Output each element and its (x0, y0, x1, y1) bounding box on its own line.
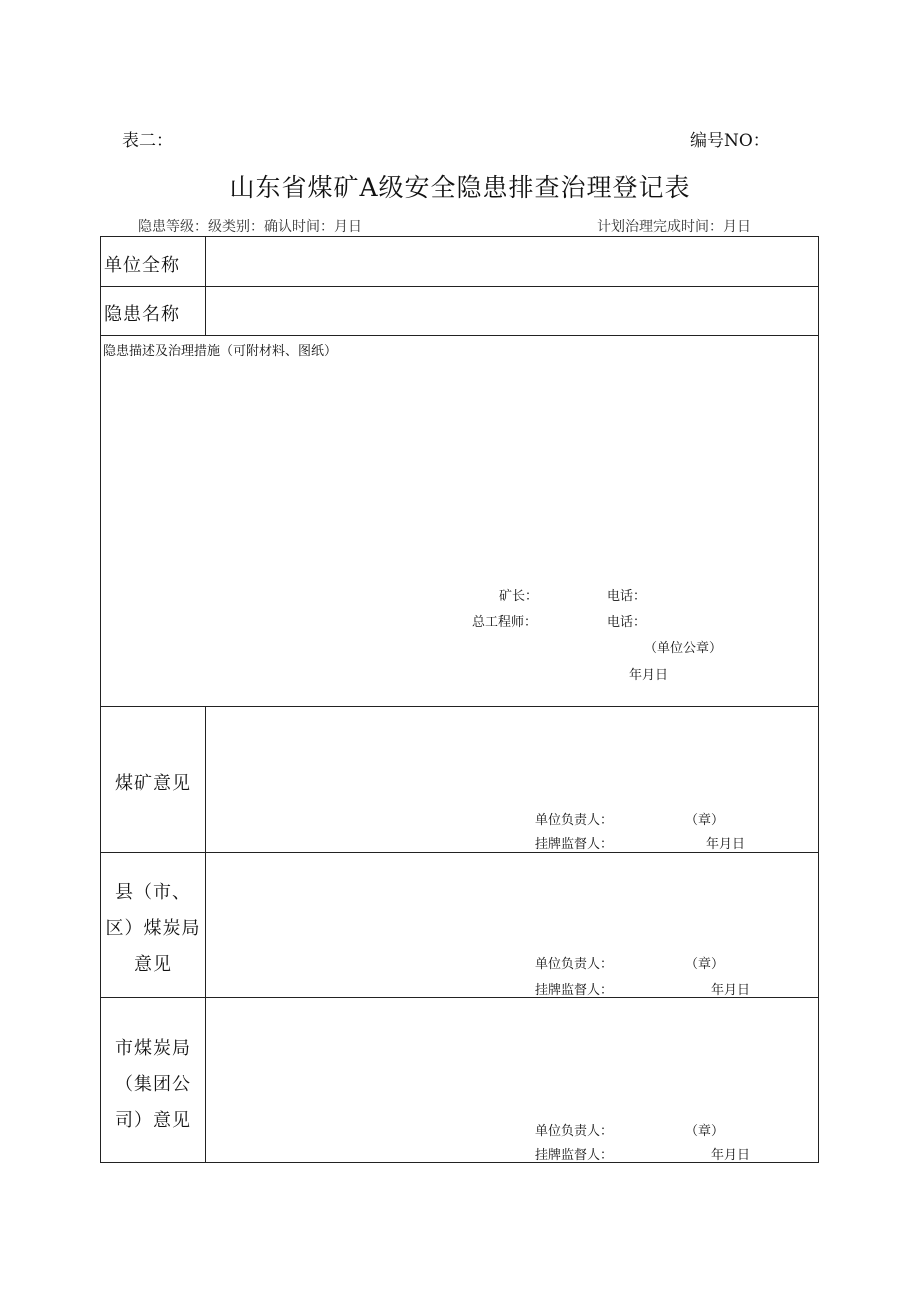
planned-completion-time: 计划治理完成时间：月日 (597, 219, 751, 235)
unit-seal-label: （单位公章） (644, 641, 723, 656)
supervisor-label: 挂牌监督人： (535, 983, 614, 998)
stamp-label: （章） (685, 957, 725, 972)
county-bureau-opinion-field[interactable] (206, 853, 818, 953)
date-label: 年月日 (711, 983, 751, 998)
city-bureau-opinion-field[interactable] (206, 998, 818, 1118)
phone-label: 电话： (607, 589, 647, 604)
stamp-label: （章） (685, 1124, 725, 1139)
hazard-name-label: 隐患名称 (104, 304, 180, 325)
serial-number-label: 编号NO： (690, 131, 770, 151)
responsible-person-label: 单位负责人： (535, 957, 614, 972)
supervisor-label: 挂牌监督人： (535, 837, 614, 852)
hazard-name-field[interactable] (206, 287, 818, 335)
responsible-person-label: 单位负责人： (535, 1124, 614, 1139)
description-label: 隐患描述及治理措施（可附材料、图纸） (103, 344, 338, 359)
mine-manager-label: 矿长： (499, 589, 539, 604)
county-bureau-opinion-label: 县（市、 区）煤炭局 意见 (105, 882, 201, 975)
row-divider (101, 335, 818, 336)
table-number-label: 表二： (122, 131, 173, 151)
registration-form (100, 236, 819, 1163)
date-label: 年月日 (706, 837, 746, 852)
supervisor-label: 挂牌监督人： (535, 1148, 614, 1163)
unit-name-field[interactable] (206, 237, 818, 286)
chief-engineer-label: 总工程师： (472, 615, 538, 630)
page-title: 山东省煤矿A级安全隐患排查治理登记表 (229, 173, 691, 202)
date-label: 年月日 (629, 668, 669, 683)
stamp-label: （章） (685, 813, 725, 828)
responsible-person-label: 单位负责人： (535, 813, 614, 828)
unit-name-label: 单位全称 (104, 255, 180, 276)
hazard-meta-info: 隐患等级：级类别：确认时间：月日 (138, 219, 362, 235)
coal-mine-opinion-label: 煤矿意见 (115, 773, 191, 794)
city-bureau-opinion-label: 市煤炭局 （集团公 司）意见 (115, 1038, 191, 1131)
date-label: 年月日 (711, 1148, 751, 1163)
phone-label: 电话： (607, 615, 647, 630)
description-field[interactable] (103, 359, 817, 589)
coal-mine-opinion-field[interactable] (206, 707, 818, 807)
